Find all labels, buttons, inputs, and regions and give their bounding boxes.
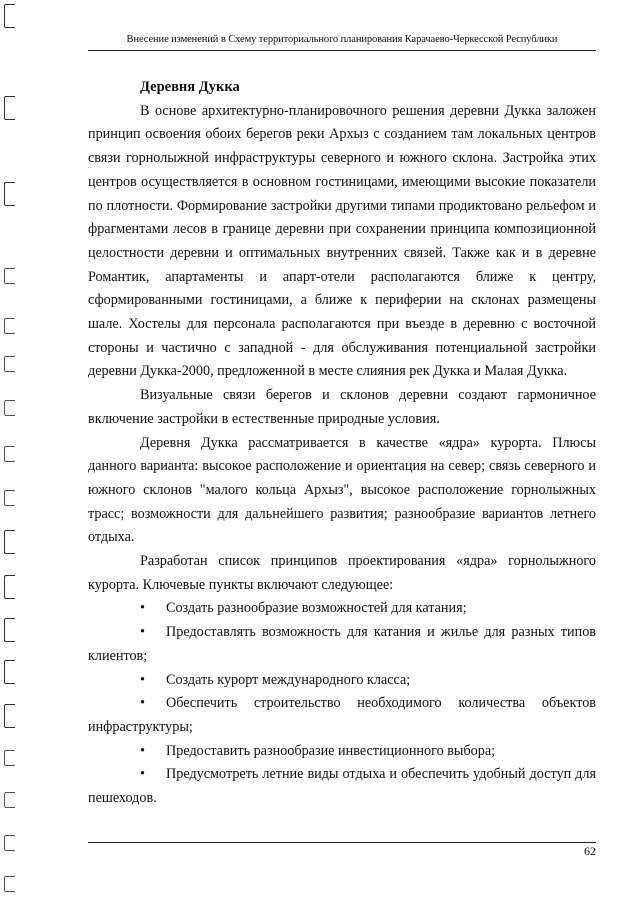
binding-mark bbox=[4, 660, 15, 684]
paragraph: В основе архитектурно-планировочного решения деревни Дукка заложен принцип освоения обоих берегов реки Архыз с созданием там локальных центров связи горнолыжной инфраструктуры северного и южного склона. Застройка этих центров осуществляется в основном гостиницами, имеющими высокие показатели по плотности. Формирование застройки другими типами продиктовано рельефом и фрагментами лесов в границе деревни при сохранении принципа композиционной целостности деревни и оптимальных внутренних связей. Также как и в деревне Романтик, апартаменты и апарт-отели располагаются ближе к центру, сформированными гостиницами, а ближе к периферии на склонах размещены шале. Хостелы для персонала располагаются при въезде в деревню с восточной стороны и частично с западной - для обслуживания потенциальной застройки деревни Дукка-2000, предложенной в месте слияния рек Дукка и Малая Дукка. bbox=[88, 102, 596, 380]
list-item bbox=[88, 740, 596, 764]
binding-mark bbox=[4, 4, 15, 28]
binding-mark bbox=[4, 490, 15, 506]
binding-mark bbox=[4, 318, 15, 334]
binding-mark bbox=[4, 835, 15, 851]
bullet-icon: • bbox=[140, 600, 145, 617]
binding-mark bbox=[4, 182, 15, 206]
paragraph: Деревня Дукка рассматривается в качестве «ядра» курорта. Плюсы данного варианта: высокое расположение и ориентация на север; связь северного и южного склонов "малого кольца Архыз", высокое расположение горнолыжных трасс; возможности для дальнейшего развития; разнообразие вариантов летнего отдыха. bbox=[88, 434, 596, 546]
list-item-text: Предоставлять возможность для катания и жилье для разных типов клиентов; bbox=[88, 624, 596, 664]
binding-mark bbox=[4, 876, 15, 892]
list-item bbox=[88, 621, 596, 668]
paragraph: Визуальные связи берегов и склонов деревни создают гармоничное включение застройки в естественные природные условия. bbox=[88, 387, 596, 427]
list-item-text: Создать разнообразие возможностей для катания; bbox=[166, 600, 467, 617]
list-item-text: Предусмотреть летние виды отдыха и обеспечить удобный доступ для пешеходов. bbox=[88, 766, 596, 807]
binding-mark bbox=[4, 446, 15, 462]
paragraph: Разработан список принципов проектирования «ядра» горнолыжного курорта. Ключевые пункты включают следующее: bbox=[88, 553, 596, 593]
list-item bbox=[88, 763, 596, 810]
running-header: Внесение изменений в Схему территориального планирования Карачаево-Черкесской Республики bbox=[126, 34, 558, 45]
list-item bbox=[88, 669, 596, 693]
binding-mark bbox=[4, 575, 15, 599]
binding-holes bbox=[0, 0, 26, 905]
bullet-icon: • bbox=[140, 766, 145, 783]
binding-mark bbox=[4, 530, 15, 554]
list-item-text: Предоставить разнообразие инвестиционного выбора; bbox=[166, 742, 496, 759]
binding-mark bbox=[4, 792, 15, 808]
header-rule bbox=[88, 50, 596, 51]
list-item-text: Обеспечить строительство необходимого количества объектов инфраструктуры; bbox=[88, 695, 596, 735]
binding-mark bbox=[4, 618, 15, 642]
bullet-icon: • bbox=[140, 695, 145, 712]
page-number: 62 bbox=[584, 844, 596, 858]
binding-mark bbox=[4, 750, 15, 766]
footer-rule bbox=[88, 842, 596, 843]
binding-mark bbox=[4, 704, 15, 728]
binding-mark bbox=[4, 268, 15, 284]
bullet-icon: • bbox=[140, 742, 145, 759]
list-item bbox=[88, 692, 596, 739]
binding-mark bbox=[4, 96, 15, 120]
bullet-icon: • bbox=[140, 624, 145, 641]
bullet-icon: • bbox=[140, 671, 145, 688]
binding-mark bbox=[4, 356, 15, 372]
list-item bbox=[88, 597, 596, 621]
binding-mark bbox=[4, 400, 15, 416]
section-title: Деревня Дукка bbox=[140, 79, 240, 95]
page-body bbox=[88, 76, 596, 811]
list-item-text: Создать курорт международного класса; bbox=[166, 671, 411, 688]
